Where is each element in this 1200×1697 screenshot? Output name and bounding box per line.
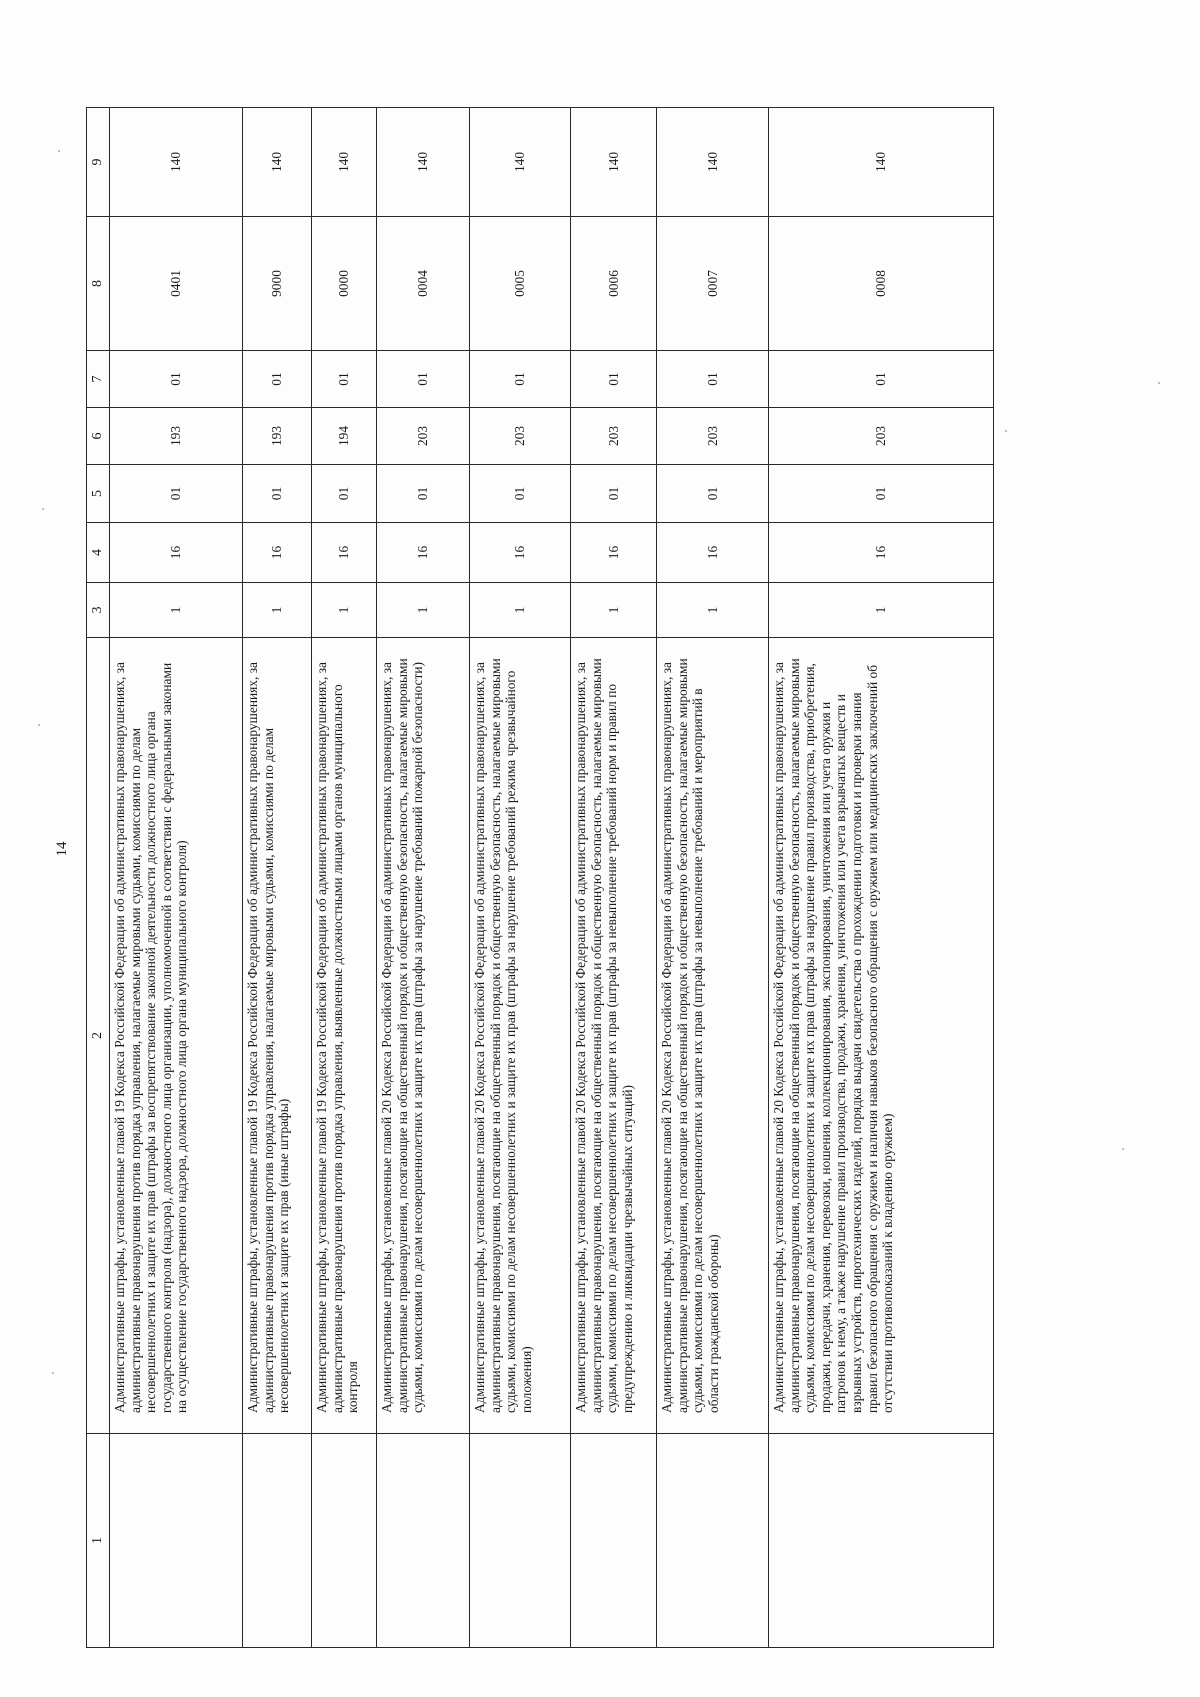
description-cell: Административные штрафы, установленные главой 20 Кодекса Российской Федерации об административных правонарушениях, за административные правонарушения, посягающие на общественный порядок и общественную безопасность, налагаемые мировыми судьями, комиссиями по делам несовершеннолетних и защите их прав (штрафы за нарушение правил производства, приобретения, продажи, передачи, хранения, перевозки, ношения, коллекционирования, экспонирования, уничтожения или учета оружия и патронов к нему, а также нарушение правил производства, продажи, хранения, уничтожения или учета взрывчатых веществ и взрывных устройств, пиротехнических изделий, порядка выдачи свидетельства о прохождении подготовки и проверки знания правил безопасного обращения с оружием и наличия навыков безопасного обращения с оружием или медицинских заключений об отсутствии противопоказаний к владению оружием)	[769, 638, 994, 1434]
code-cell: 193	[243, 408, 312, 465]
code-cell: 1	[769, 583, 994, 638]
scan-speck	[58, 150, 60, 152]
code-cell: 16	[243, 523, 312, 583]
code-cell: 1	[470, 583, 571, 638]
column-header: 8	[87, 217, 110, 351]
code-cell: 01	[110, 465, 243, 523]
scan-speck	[52, 1372, 54, 1374]
code-cell: 140	[470, 108, 571, 217]
row-number-cell	[312, 1434, 377, 1648]
budget-classification-table	[86, 107, 994, 1648]
code-cell: 140	[110, 108, 243, 217]
description-cell: Административные штрафы, установленные главой 19 Кодекса Российской Федерации об административных правонарушениях, за административные правонарушения против порядка управления, налагаемые мировыми судьями, комиссиями по делам несовершеннолетних и защите их прав (иные штрафы)	[243, 638, 312, 1434]
code-cell: 16	[571, 523, 657, 583]
code-cell: 1	[571, 583, 657, 638]
code-cell: 16	[769, 523, 994, 583]
code-cell: 01	[243, 351, 312, 408]
code-cell: 0005	[470, 217, 571, 351]
code-cell: 0006	[571, 217, 657, 351]
row-number-cell	[110, 1434, 243, 1648]
code-cell: 194	[312, 408, 377, 465]
scan-speck	[42, 508, 44, 510]
code-cell: 01	[769, 465, 994, 523]
description-cell: Административные штрафы, установленные главой 20 Кодекса Российской Федерации об административных правонарушениях, за административные правонарушения, посягающие на общественный порядок и общественную безопасность, налагаемые мировыми судьями, комиссиями по делам несовершеннолетних и защите их прав (штрафы за нарушение требований режима чрезвычайного положения)	[470, 638, 571, 1434]
code-cell: 16	[312, 523, 377, 583]
code-cell: 0004	[377, 217, 470, 351]
description-cell: Административные штрафы, установленные главой 20 Кодекса Российской Федерации об административных правонарушениях, за административные правонарушения, посягающие на общественный порядок и общественную безопасность, налагаемые мировыми судьями, комиссиями по делам несовершеннолетних и защите их прав (штрафы за невыполнение требований и мероприятий в области гражданской обороны)	[657, 638, 769, 1434]
table-row	[470, 108, 571, 1648]
code-cell: 193	[110, 408, 243, 465]
table-row	[110, 108, 243, 1648]
code-cell: 1	[110, 583, 243, 638]
code-cell: 16	[657, 523, 769, 583]
row-number-cell	[243, 1434, 312, 1648]
row-number-cell	[571, 1434, 657, 1648]
row-number-cell	[769, 1434, 994, 1648]
code-cell: 140	[657, 108, 769, 217]
code-cell: 203	[769, 408, 994, 465]
code-cell: 0007	[657, 217, 769, 351]
table-row	[571, 108, 657, 1648]
table-row	[377, 108, 470, 1648]
code-cell: 01	[571, 351, 657, 408]
code-cell: 0008	[769, 217, 994, 351]
code-cell: 01	[243, 465, 312, 523]
code-cell: 16	[110, 523, 243, 583]
code-cell: 1	[657, 583, 769, 638]
page-number: 14	[54, 841, 70, 857]
table-row	[769, 108, 994, 1648]
column-header: 4	[87, 523, 110, 583]
code-cell: 9000	[243, 217, 312, 351]
code-cell: 140	[377, 108, 470, 217]
code-cell: 01	[657, 465, 769, 523]
column-header: 7	[87, 351, 110, 408]
code-cell: 01	[470, 465, 571, 523]
scan-speck	[38, 724, 40, 726]
rotated-table-container	[86, 108, 1200, 1648]
row-number-cell	[377, 1434, 470, 1648]
code-cell: 01	[470, 351, 571, 408]
code-cell: 01	[110, 351, 243, 408]
code-cell: 01	[571, 465, 657, 523]
row-number-cell	[470, 1434, 571, 1648]
code-cell: 01	[377, 465, 470, 523]
code-cell: 140	[769, 108, 994, 217]
code-cell: 1	[312, 583, 377, 638]
code-cell: 140	[243, 108, 312, 217]
column-header: 3	[87, 583, 110, 638]
row-number-cell	[657, 1434, 769, 1648]
code-cell: 01	[657, 351, 769, 408]
code-cell: 1	[243, 583, 312, 638]
code-cell: 203	[377, 408, 470, 465]
code-cell: 01	[377, 351, 470, 408]
code-cell: 01	[312, 465, 377, 523]
code-cell: 16	[470, 523, 571, 583]
description-cell: Административные штрафы, установленные главой 20 Кодекса Российской Федерации об административных правонарушениях, за административные правонарушения, посягающие на общественный порядок и общественную безопасность, налагаемые мировыми судьями, комиссиями по делам несовершеннолетних и защите их прав (штрафы за невыполнение требований норм и правил по предупреждению и ликвидации чрезвычайных ситуаций)	[571, 638, 657, 1434]
code-cell: 01	[769, 351, 994, 408]
code-cell: 01	[312, 351, 377, 408]
column-header: 9	[87, 108, 110, 217]
description-cell: Административные штрафы, установленные главой 19 Кодекса Российской Федерации об административных правонарушениях, за административные правонарушения против порядка управления, налагаемые мировыми судьями, комиссиями по делам несовершеннолетних и защите их прав (штрафы за воспрепятствование законной деятельности должностного лица органа государственного контроля (надзора), должностного лица организации, уполномоченной в соответствии с федеральными законами на осуществление государственного надзора, должностного лица органа муниципального контроля)	[110, 638, 243, 1434]
header-row	[87, 108, 110, 1648]
code-cell: 16	[377, 523, 470, 583]
code-cell: 203	[470, 408, 571, 465]
code-cell: 1	[377, 583, 470, 638]
code-cell: 203	[571, 408, 657, 465]
column-header: 2	[87, 638, 110, 1434]
column-header: 1	[87, 1434, 110, 1648]
code-cell: 140	[571, 108, 657, 217]
code-cell: 0000	[312, 217, 377, 351]
description-cell: Административные штрафы, установленные главой 19 Кодекса Российской Федерации об административных правонарушениях, за административные правонарушения против порядка управления, выявленные должностными лицами органов муниципального контроля	[312, 638, 377, 1434]
table-row	[312, 108, 377, 1648]
table-row	[243, 108, 312, 1648]
description-cell: Административные штрафы, установленные главой 20 Кодекса Российской Федерации об административных правонарушениях, за административные правонарушения, посягающие на общественный порядок и общественную безопасность, налагаемые мировыми судьями, комиссиями по делам несовершеннолетних и защите их прав (штрафы за нарушение требований пожарной безопасности)	[377, 638, 470, 1434]
code-cell: 140	[312, 108, 377, 217]
code-cell: 0401	[110, 217, 243, 351]
code-cell: 203	[657, 408, 769, 465]
column-header: 6	[87, 408, 110, 465]
column-header: 5	[87, 465, 110, 523]
table-row	[657, 108, 769, 1648]
